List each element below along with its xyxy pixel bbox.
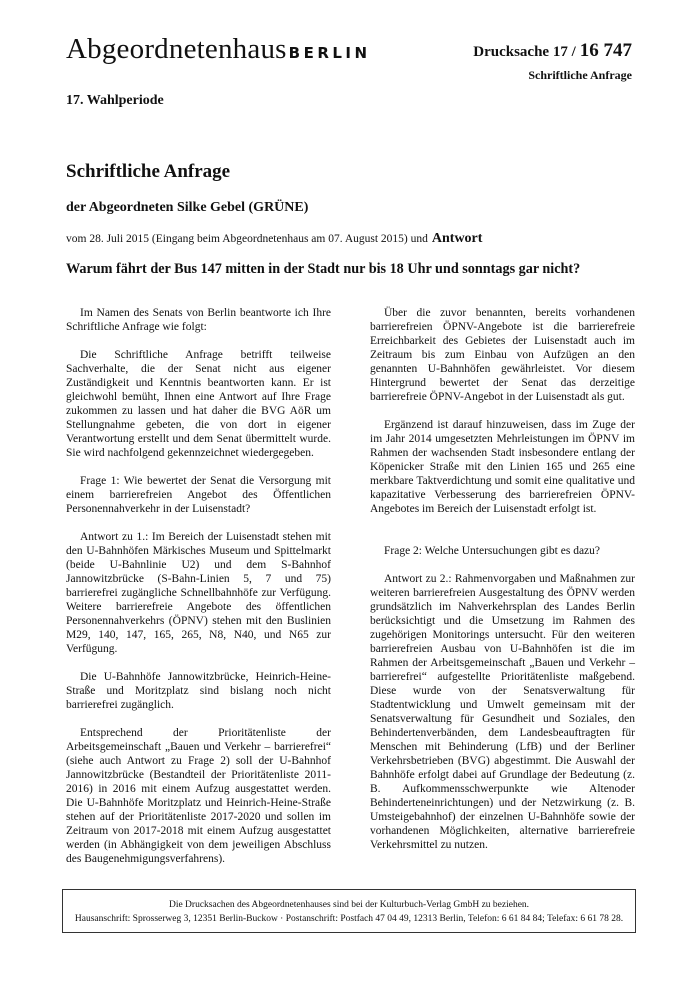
footer-line: Die Drucksachen des Abgeordnetenhauses sind bei der Kulturbuch-Verlag GmbH zu beziehen. bbox=[168, 900, 530, 910]
question-title: Warum fährt der Bus 147 mitten in der Stadt nur bis 18 Uhr und sonntags gar nicht? bbox=[66, 261, 581, 277]
paragraph: Entsprechend der Prioritätenliste der Arbeitsgemeinschaft „Bauen und Verkehr – barrierefrei“ (siehe auch Antwort zu Frage 2) soll der U-Bahnhof Jannowitzbrücke (Bestandteil der Prioritätenliste 2011-2016) in 2016 mit einem Aufzug ausgestattet werden. Die U-Bahnhöfe Moritzplatz und Heinrich-Heine-Straße stehen auf der Prioritätenliste 2017-2020 und sollen im Zeitraum von 2017-2018 mit einem Aufzug ausgestattet werden (in Abhängigkeit von dem jeweiligen Abschluss des Baugenehmigungsverfahrens). bbox=[66, 727, 331, 865]
page-title: Schriftliche Anfrage bbox=[66, 161, 231, 182]
brand-logo bbox=[66, 33, 371, 66]
paragraph: Antwort zu 2.: Rahmenvorgaben und Maßnahmen zur weiteren barrierefreien Ausgestaltung des ÖPNV werden grundsätzlich im Nahverkehrsplan des Landes Berlin berücksichtigt und die Umsetzung im Rahmen des zugehörigen Monitorings untersucht. Für den weiteren barrierefreien Ausbau von U-Bahnhöfen ist die im Rahmen der Arbeitsgemeinschaft „Bauen und Verkehr – barrierefrei“ aufgestellte Prioritätenliste maßgebend. Diese wurde von der Senatsverwaltung für Stadtentwicklung und Umwelt gemeinsam mit der Senatsverwaltung für Gesundheit und Soziales, den Behindertenverbänden, dem Landesbeauftragten für Menschen mit Behinderung (LfB) und der Berliner Verkehrsbetrieben (BVG) abgestimmt. Die Auswahl der Bahnhöfe erfolgt dabei auf Grundlage der Bedeutung (z. B. Aufkommensschwerpunkte wie Altenoder Behinderteneinrichtungen) und der Netzwirkung (z. B. Umsteigebahnhof) der einzelnen U-Bahnhöfe sowie der vorhandenen Möglichkeiten, alternative barrierefreie Verkehrsmittel zu nutzen. bbox=[370, 573, 635, 851]
document-reference bbox=[473, 40, 632, 62]
paragraph: Die Schriftliche Anfrage betrifft teilweise Sachverhalte, die der Senat nicht aus eigener Zuständigkeit und Kenntnis beantworten kann. Er ist gleichwohl bemüht, Ihnen eine Antwort auf Ihre Frage zukommen zu lassen und hat daher die BVG AöR um Stellungnahme gebeten, die von dort in eigener Verantwortung erstellt und dem Senat übermittelt wurde. Sie wird nachfolgend gekennzeichnet wiedergegeben. bbox=[66, 349, 331, 459]
paragraph: Antwort zu 1.: Im Bereich der Luisenstadt stehen mit den U-Bahnhöfen Märkisches Museum und Spittelmarkt (beide U-Bahnlinie U2) und dem S-Bahnhof Jannowitzbrücke (S-Bahn-Linien 5, 7 und 75) barrierefrei zugängliche Schnellbahnhöfe zur Verfügung. Weitere barrierefreie Angebote des öffentlichen Personennahverkehrs (ÖPNV) stehen mit den Buslinien M29, 140, 147, 165, 265, N8, N40, und N65 zur Verfügung. bbox=[66, 531, 331, 655]
date-text: vom 28. Juli 2015 (Eingang beim Abgeordnetenhaus am 07. August 2015) und bbox=[66, 233, 428, 245]
paragraph: Über die zuvor benannten, bereits vorhandenen barrierefreien ÖPNV-Angebote ist die barrierefreie Erreichbarkeit des Gebietes der Luisenstadt auch im Zeitraum bis zum Einbau von Aufzügen an den genannten U-Bahnhöfen gewährleistet. Vor diesem Hintergrund bewertet der Senat das derzeitige barrierefreie ÖPNV-Angebot in der Luisenstadt als gut. bbox=[370, 307, 635, 403]
document-type: Schriftliche Anfrage bbox=[528, 68, 632, 82]
answer-label: Antwort bbox=[431, 231, 483, 246]
left-column bbox=[66, 306, 331, 880]
paragraph: Ergänzend ist darauf hinzuweisen, dass im Zuge der im Jahr 2014 umgesetzten Mehrleistungen im ÖPNV im Rahmen der wachsenden Stadt insbesondere entlang der Köpenicker Straße mit den Linien 165 und 265 eine merkbare Taktverdichtung und somit eine qualitative und kapazitative Verbesserung des barrierefreien ÖPNV-Angebotes im Bereich der Luisenstadt erfolgt ist. bbox=[370, 419, 635, 515]
footer-address: Hausanschrift: Sprosserweg 3, 12351 Berlin-Buckow · Postanschrift: Postfach 47 04 49, 12313 Berlin, Telefon: 6 61 84 84; Telefax: 6 61 78 28. bbox=[74, 914, 624, 924]
date-line bbox=[66, 231, 482, 247]
brand-name: Abgeordnetenhaus bbox=[66, 33, 287, 65]
paragraph: Im Namen des Senats von Berlin beantworte ich Ihre Schriftliche Anfrage wie folgt: bbox=[66, 307, 331, 333]
paragraph: Frage 1: Wie bewertet der Senat die Versorgung mit einem barrierefreien Angebot des Öffentlichen Personennahverkehr in der Luisenstadt? bbox=[66, 475, 331, 515]
brand-city: BERLIN bbox=[288, 44, 371, 62]
paragraph: Die U-Bahnhöfe Jannowitzbrücke, Heinrich-Heine-Straße und Moritzplatz sind bislang noch nicht barrierefrei zugänglich. bbox=[66, 671, 331, 711]
document-number: 16 747 bbox=[579, 40, 632, 61]
footer-box bbox=[62, 889, 636, 933]
right-column bbox=[370, 306, 635, 866]
paragraph: Frage 2: Welche Untersuchungen gibt es dazu? bbox=[384, 545, 601, 557]
author-line: der Abgeordneten Silke Gebel (GRÜNE) bbox=[66, 200, 309, 215]
document-prefix: Drucksache 17 / bbox=[473, 44, 576, 60]
legislative-period: 17. Wahlperiode bbox=[66, 93, 164, 108]
